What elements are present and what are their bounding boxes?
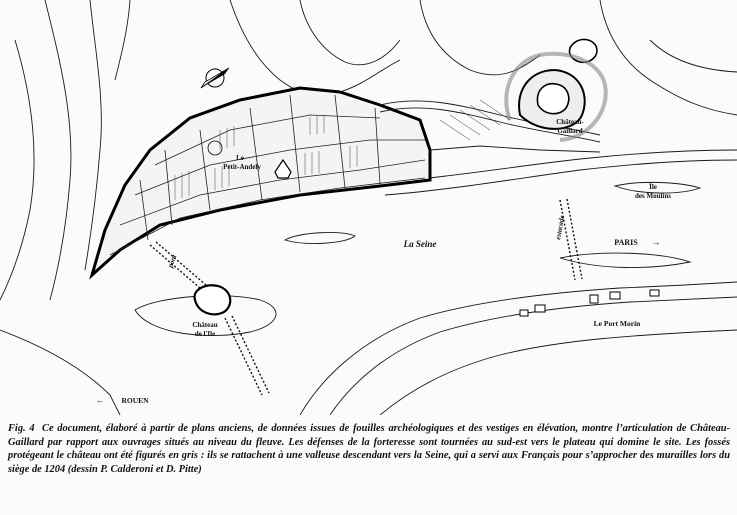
inner-ward xyxy=(537,84,568,114)
hill-contour xyxy=(300,0,400,65)
label-la-seine: La Seine xyxy=(403,239,437,249)
town-wall xyxy=(92,88,430,275)
figure-number: Fig. 4 xyxy=(8,423,35,434)
hill-contour xyxy=(230,0,400,96)
chateau-de-lile xyxy=(195,285,231,314)
sandbar xyxy=(285,233,355,244)
label-petit-andely-line1: Le xyxy=(236,154,244,162)
estacade-barrier xyxy=(560,199,582,280)
sandbar xyxy=(560,253,690,268)
south-bank-line xyxy=(330,297,737,415)
river-bank-north xyxy=(385,160,737,195)
compass-needle-tail xyxy=(201,68,229,88)
label-estacade: estacade xyxy=(554,214,567,241)
estacade-line xyxy=(567,199,582,279)
building xyxy=(520,310,528,316)
river-bank-north-inner xyxy=(380,150,737,182)
estacade-line xyxy=(560,200,575,280)
label-rouen: ROUEN xyxy=(121,396,149,405)
valley-line xyxy=(0,40,34,300)
label-port-morin: Le Port Morin xyxy=(593,319,641,328)
town-petit-andely xyxy=(92,88,430,275)
bridge-line xyxy=(225,318,262,395)
hatch xyxy=(440,100,510,140)
road xyxy=(430,146,600,152)
label-chateau-de-lile-line2: de l'Ile xyxy=(194,330,216,338)
caption-text: Ce document, élaboré à partir de plans anciens, de données issues de fouilles archéologiques et des vestiges en élévation, montre l’articulation de Château-Gaillard par rapport aux ouvrages situés au niveau du fleuve. Les défenses de la forteresse sont tournées au sud-est vers le plateau qui domine le site. Les fossés protégeant le château ont été figurés en gris : ils se rattachent à une valleuse descendant vers la Seine, qui a servi aux Français pour s’approcher des murailles lors du siège de 1204 (dessin P. Calderoni et D. Pitte) xyxy=(8,423,731,475)
bridge-line xyxy=(156,242,206,285)
label-petit-andely-line2: Petit-Andely xyxy=(223,163,261,171)
bridge-line xyxy=(150,245,200,288)
building xyxy=(610,292,620,299)
hill-contour xyxy=(600,0,737,115)
label-paris: PARIS xyxy=(614,238,638,247)
label-chateau-gaillard-line1: Château- xyxy=(556,118,584,126)
south-bank xyxy=(0,282,737,415)
label-ile-des-moulins-line1: Île xyxy=(649,183,657,191)
valley-line xyxy=(85,0,101,270)
fortress-hatching xyxy=(440,100,510,140)
building xyxy=(535,305,545,312)
hill-contour xyxy=(650,40,737,72)
label-ile-des-moulins-line2: des Moulins xyxy=(635,192,671,200)
south-bank-line xyxy=(300,282,737,415)
label-chateau-gaillard-line2: Gaillard xyxy=(557,127,583,135)
label-pont: pont xyxy=(166,253,179,269)
valley-line xyxy=(45,0,71,300)
label-chateau-de-lile-line1: Château xyxy=(192,321,218,329)
arrow-right-icon: → xyxy=(651,237,661,247)
port-morin-buildings xyxy=(520,290,659,316)
figure-caption xyxy=(8,422,730,476)
compass-rose xyxy=(201,68,229,88)
south-bank-line xyxy=(380,330,737,415)
building xyxy=(650,290,659,296)
valley-line xyxy=(115,0,130,80)
arrow-left-icon: ← xyxy=(95,395,105,405)
building xyxy=(590,295,598,303)
